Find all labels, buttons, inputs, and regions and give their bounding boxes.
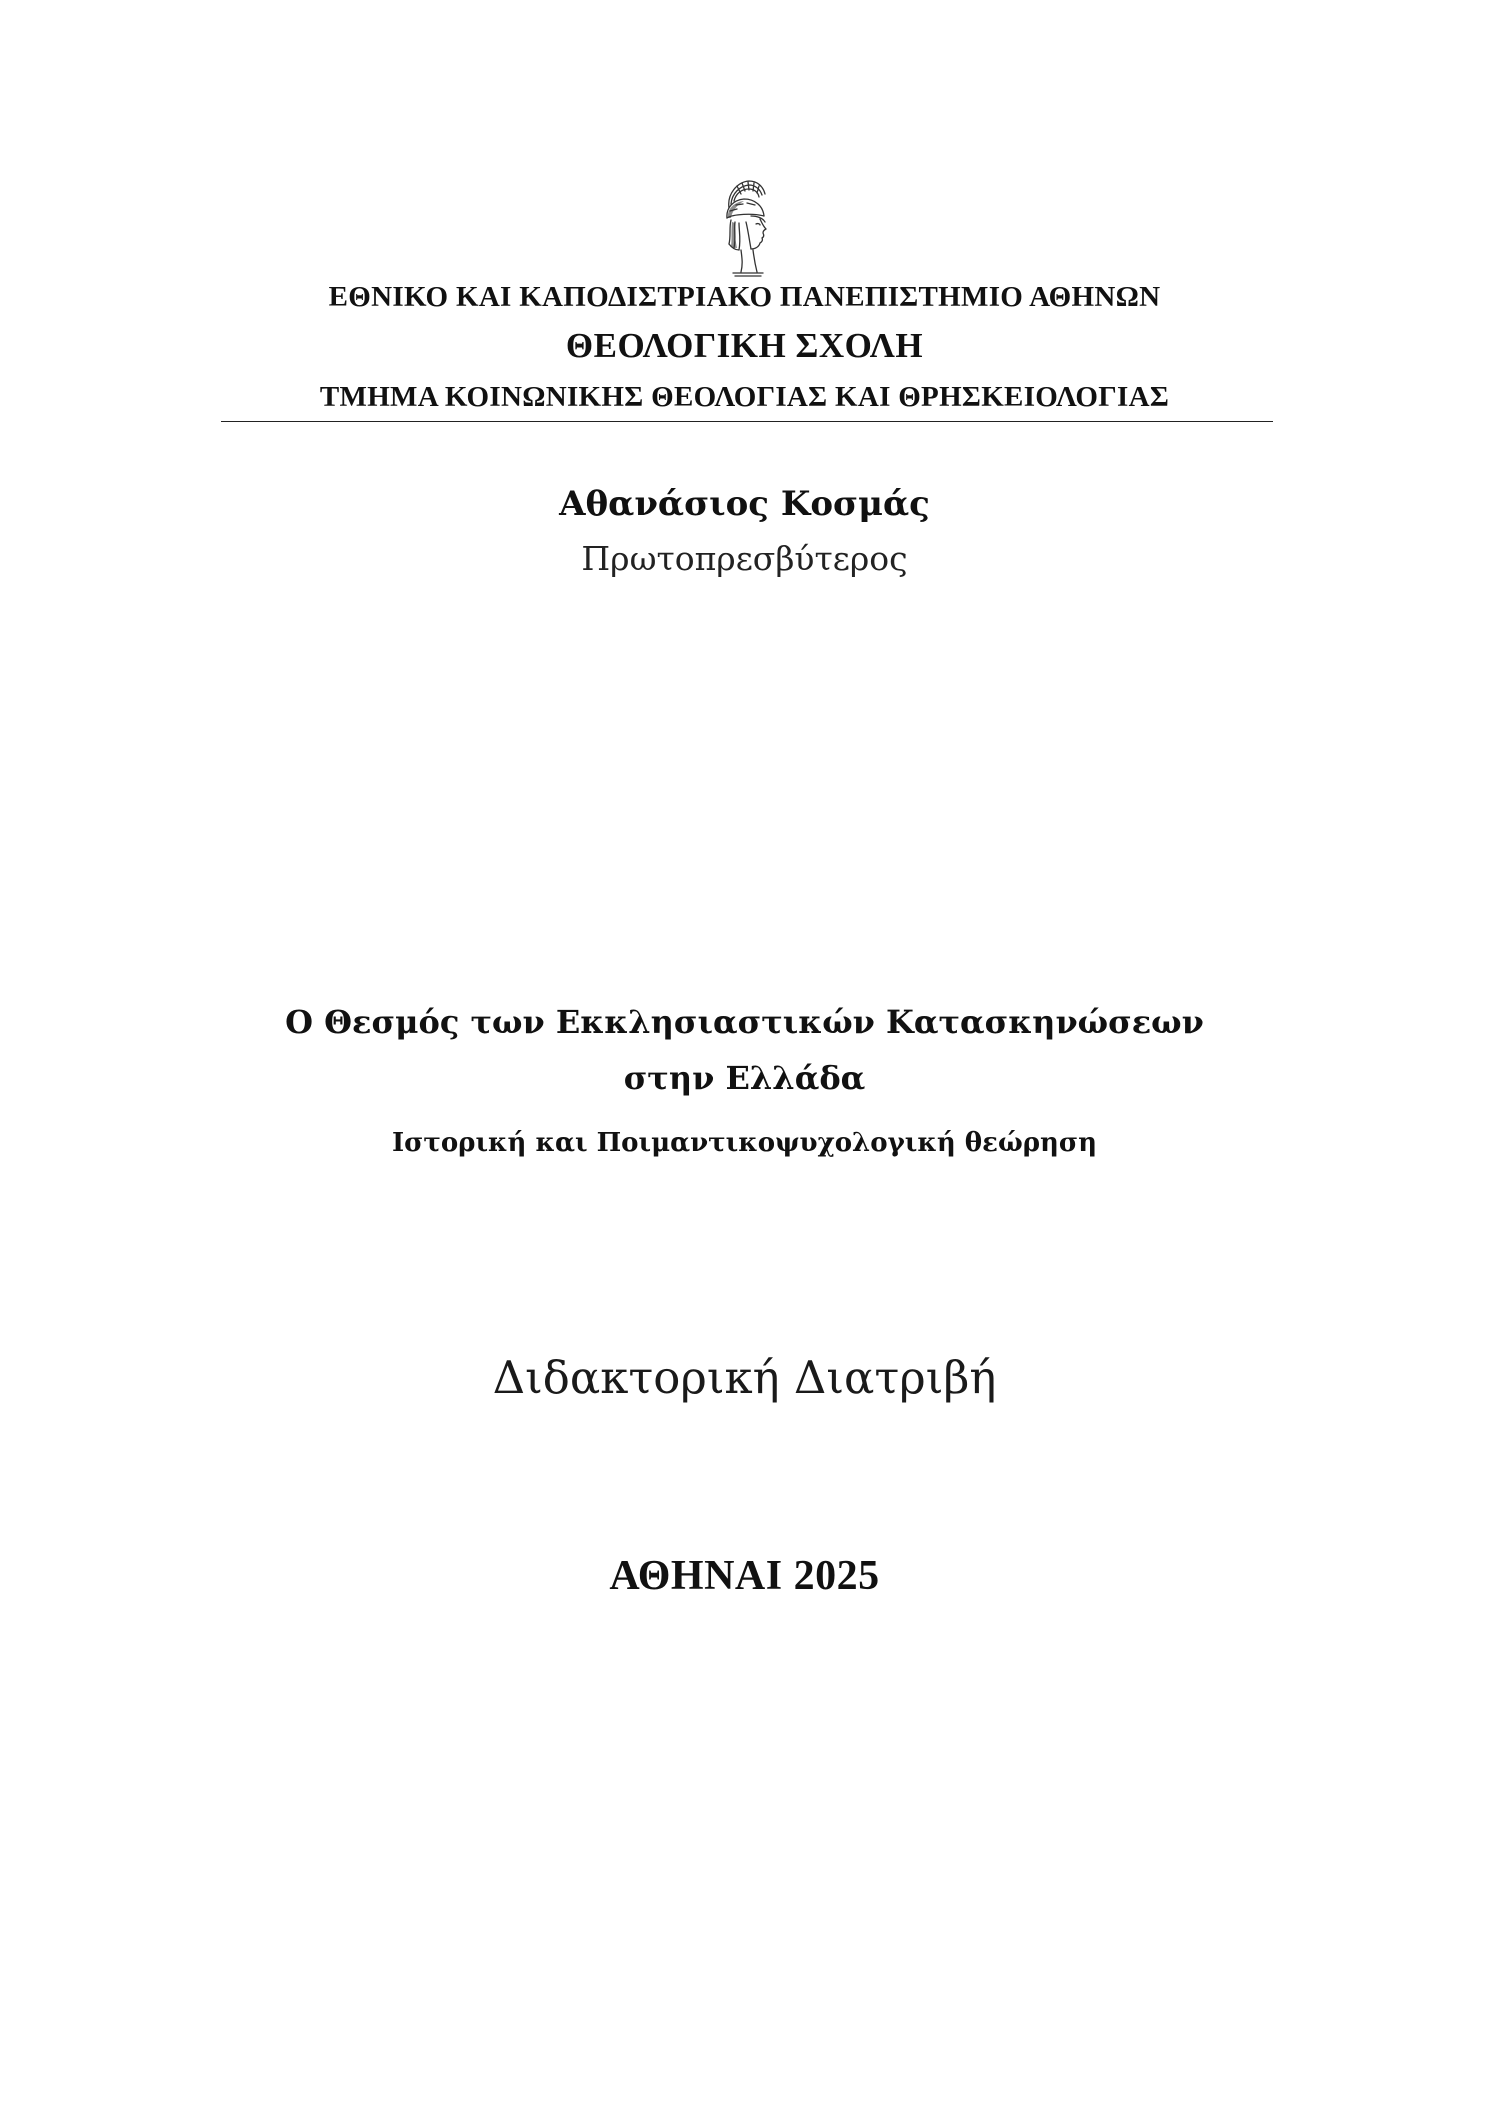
department-name: ΤΜΗΜΑ ΚΟΙΝΩΝΙΚΗΣ ΘΕΟΛΟΓΙΑΣ ΚΑΙ ΘΡΗΣΚΕΙΟΛΟΓΙΑΣ [319,381,1170,413]
school-name: ΘΕΟΛΟΓΙΚΗ ΣΧΟΛΗ [565,326,924,365]
athena-head-crest-icon [713,178,775,278]
thesis-subtitle: Ιστορική και Ποιμαντικοψυχολογική θεώρηση [392,1128,1097,1158]
author-rank: Πρωτοπρεσβύτερος [581,539,908,578]
university-name: ΕΘΝΙΚΟ ΚΑΙ ΚΑΠΟΔΙΣΤΡΙΑΚΟ ΠΑΝΕΠΙΣΤΗΜΙΟ ΑΘΗΝΩΝ [328,281,1161,313]
thesis-title-line-2: στην Ελλάδα [623,1059,866,1097]
author-name: Αθανάσιος Κοσμάς [559,484,930,524]
place-and-year: ΑΘΗΝΑΙ 2025 [609,1553,880,1599]
document-type: Διδακτορική Διατριβή [492,1351,997,1404]
thesis-title-line-1: Ο Θεσμός των Εκκλησιαστικών Κατασκηνώσεων [285,1003,1204,1041]
header-divider [221,421,1273,422]
